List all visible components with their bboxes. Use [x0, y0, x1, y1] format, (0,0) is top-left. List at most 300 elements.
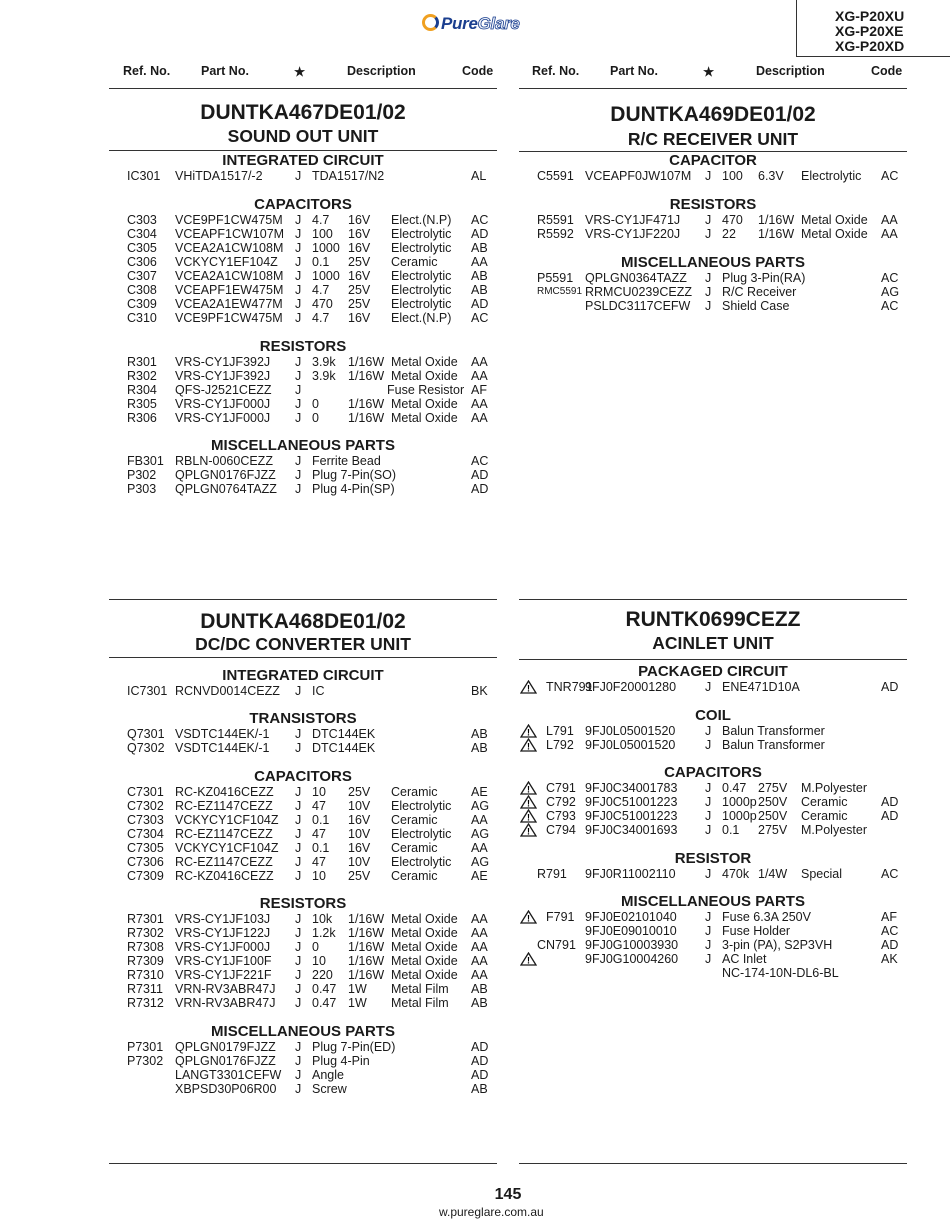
rating: 16V	[348, 213, 371, 227]
unit-subtitle: ACINLET UNIT	[652, 633, 774, 653]
rank-mark: J	[705, 285, 712, 299]
price-code: AC	[881, 867, 899, 881]
part-row	[109, 799, 497, 813]
part-row	[519, 738, 907, 752]
rank-mark: J	[295, 1082, 302, 1096]
value: 10	[312, 954, 326, 968]
part-no: RC-KZ0416CEZZ	[175, 785, 274, 799]
rank-mark: J	[295, 813, 302, 827]
price-code: AD	[471, 297, 489, 311]
model-xd: XG-P20XD	[835, 38, 905, 54]
description: Electrolytic	[391, 283, 452, 297]
price-code: BK	[471, 684, 488, 698]
part-no: VRN-RV3ABR47J	[175, 996, 276, 1010]
rank-mark: J	[295, 940, 302, 954]
rank-mark: J	[295, 954, 302, 968]
model-xu: XG-P20XU	[835, 8, 905, 24]
value: 0	[312, 411, 319, 425]
description: Electrolytic	[391, 799, 452, 813]
safety-warning-icon	[520, 952, 537, 966]
description: Elect.(N.P)	[391, 213, 452, 227]
model-number-box	[796, 0, 950, 57]
ref-no: C306	[127, 255, 157, 269]
ref-no: R7308	[127, 940, 164, 954]
ref-no: FB301	[127, 454, 164, 468]
price-code: AG	[471, 799, 490, 813]
value: 0.47	[312, 996, 337, 1010]
description: Ceramic	[391, 813, 438, 827]
part-no: 9FJ0C51001223	[585, 795, 678, 809]
price-code: AD	[471, 468, 489, 482]
ref-no: R306	[127, 411, 157, 425]
rating: 10V	[348, 799, 371, 813]
value: Fuse 6.3A 250V	[722, 910, 811, 924]
part-no: 9FJ0C51001223	[585, 809, 678, 823]
rating: 1W	[348, 982, 367, 996]
description: Metal Oxide	[391, 355, 458, 369]
rating: 1/16W	[758, 227, 795, 241]
rating: 1/16W	[348, 355, 385, 369]
rating: 1/16W	[348, 397, 385, 411]
value: 0.47	[722, 781, 747, 795]
ref-no: C791	[546, 781, 576, 795]
safety-warning-icon	[520, 823, 537, 837]
rating: 25V	[348, 785, 371, 799]
description: Ceramic	[801, 809, 848, 823]
value: 1.2k	[312, 926, 336, 940]
value: 10	[312, 869, 326, 883]
header-star: ★	[703, 65, 715, 79]
part-row	[109, 1054, 497, 1068]
rank-mark: J	[295, 213, 302, 227]
ref-no: C793	[546, 809, 576, 823]
rank-mark: J	[705, 938, 712, 952]
section-heading: CAPACITORS	[664, 764, 762, 781]
section-heading: MISCELLANEOUS PARTS	[211, 437, 395, 454]
part-no: VCEA2A1CW108M	[175, 269, 284, 283]
value: Plug 4-Pin(SP)	[312, 482, 395, 496]
ref-no: C310	[127, 311, 157, 325]
part-row	[109, 283, 497, 297]
part-no: QFS-J2521CEZZ	[175, 383, 272, 397]
description: Special	[801, 867, 842, 881]
description: Electrolytic	[391, 297, 452, 311]
price-code: AA	[471, 411, 488, 425]
price-code: AB	[471, 241, 488, 255]
ref-no: RMC5591	[537, 286, 583, 297]
rank-mark: J	[295, 283, 302, 297]
value: 470k	[722, 867, 750, 881]
part-no: VCEAPF1CW107M	[175, 227, 285, 241]
part-no: VHiTDA1517/-2	[175, 169, 263, 183]
part-row	[109, 369, 497, 383]
rank-mark: J	[295, 727, 302, 741]
section-heading: RESISTORS	[259, 895, 347, 912]
rank-mark: J	[705, 227, 712, 241]
section-heading: MISCELLANEOUS PARTS	[621, 254, 805, 271]
part-no: 9FJ0L05001520	[585, 724, 676, 738]
ref-no: C792	[546, 795, 576, 809]
price-code: AE	[471, 785, 488, 799]
model-xe: XG-P20XE	[835, 23, 904, 39]
part-row	[519, 952, 907, 966]
website-url: w.pureglare.com.au	[439, 1205, 544, 1219]
safety-warning-icon	[520, 795, 537, 809]
rank-mark: J	[295, 1068, 302, 1082]
unit-title-rule	[519, 659, 907, 660]
price-code: AB	[471, 283, 488, 297]
rank-mark: J	[705, 910, 712, 924]
section-heading: RESISTORS	[669, 196, 757, 213]
price-code: AG	[881, 285, 900, 299]
rating: 1W	[348, 996, 367, 1010]
price-code: AB	[471, 269, 488, 283]
rank-mark: J	[705, 299, 712, 313]
ref-no: C7302	[127, 799, 164, 813]
part-no: 9FJ0G10003930	[585, 938, 679, 952]
value: DTC144EK	[312, 741, 376, 755]
part-row	[109, 311, 497, 325]
rating: 275V	[758, 823, 788, 837]
ref-no: IC7301	[127, 684, 168, 698]
ref-no: R7310	[127, 968, 164, 982]
part-no: 9FJ0C34001783	[585, 781, 678, 795]
ref-no: C7304	[127, 827, 164, 841]
part-row	[109, 741, 497, 755]
value: Ferrite Bead	[312, 454, 381, 468]
ref-no: R7312	[127, 996, 164, 1010]
price-code: AG	[471, 855, 490, 869]
description: Metal Oxide	[391, 954, 458, 968]
value: 4.7	[312, 213, 330, 227]
price-code: AD	[471, 227, 489, 241]
description: Metal Oxide	[801, 213, 868, 227]
value: 0.1	[312, 255, 330, 269]
unit-title: DUNTKA469DE01/02	[610, 103, 816, 126]
part-row	[109, 869, 497, 883]
price-code: AF	[881, 910, 897, 924]
svg-text:!: !	[527, 913, 530, 924]
value: DTC144EK	[312, 727, 376, 741]
value: Plug 7-Pin(SO)	[312, 468, 397, 482]
ref-no: P7302	[127, 1054, 164, 1068]
safety-warning-icon	[520, 809, 537, 823]
pureglare-logo	[422, 14, 520, 34]
value: Plug 4-Pin	[312, 1054, 370, 1068]
safety-warning-icon	[520, 910, 537, 924]
safety-warning-icon	[520, 781, 537, 795]
section-heading: CAPACITORS	[254, 196, 352, 213]
value: 3.9k	[312, 369, 336, 383]
ref-no: P5591	[537, 271, 574, 285]
part-no: RCNVD0014CEZZ	[175, 684, 280, 698]
safety-warning-icon	[520, 724, 537, 738]
part-row	[519, 910, 907, 924]
part-row	[519, 823, 907, 837]
rating: 25V	[348, 255, 371, 269]
section-heading: INTEGRATED CIRCUIT	[222, 152, 384, 169]
part-row	[109, 813, 497, 827]
section-heading: INTEGRATED CIRCUIT	[222, 667, 384, 684]
part-row	[519, 299, 907, 313]
part-no: RC-EZ1147CEZZ	[175, 827, 273, 841]
value: 1000p	[722, 809, 757, 823]
price-code: AA	[471, 397, 488, 411]
price-code: AE	[471, 869, 488, 883]
part-row	[519, 924, 907, 938]
ref-no: C308	[127, 283, 157, 297]
section-heading: MISCELLANEOUS PARTS	[211, 1023, 395, 1040]
part-row	[109, 227, 497, 241]
price-code: AA	[471, 355, 488, 369]
part-row	[109, 684, 497, 698]
part-row	[519, 227, 907, 241]
part-row	[109, 213, 497, 227]
price-code: AB	[471, 982, 488, 996]
value: 0.1	[312, 813, 330, 827]
rating: 16V	[348, 311, 371, 325]
description: Electrolytic	[801, 169, 862, 183]
rank-mark: J	[295, 241, 302, 255]
header-description: Description	[756, 64, 825, 78]
value: NC-174-10N-DL6-BL	[722, 966, 839, 980]
rank-mark: J	[705, 795, 712, 809]
part-no: VRS-CY1JF000J	[175, 411, 271, 425]
part-row	[109, 454, 497, 468]
rating: 1/16W	[348, 926, 385, 940]
description: Metal Oxide	[391, 411, 458, 425]
header-description: Description	[347, 64, 416, 78]
part-row	[109, 482, 497, 496]
svg-text:!: !	[527, 826, 530, 837]
ref-no: C5591	[537, 169, 574, 183]
svg-text:!: !	[527, 812, 530, 823]
rank-mark: J	[705, 952, 712, 966]
rating: 1/16W	[758, 213, 795, 227]
rank-mark: J	[705, 823, 712, 837]
part-row	[519, 680, 907, 694]
price-code: AD	[471, 1040, 489, 1054]
ref-no: L792	[546, 738, 574, 752]
rating: 1/16W	[348, 912, 385, 926]
part-no: QPLGN0764TAZZ	[175, 482, 277, 496]
price-code: AC	[471, 213, 489, 227]
rank-mark: J	[705, 738, 712, 752]
value: Plug 7-Pin(ED)	[312, 1040, 396, 1054]
part-row	[109, 785, 497, 799]
part-row	[109, 926, 497, 940]
rating: 1/16W	[348, 954, 385, 968]
rank-mark: J	[295, 411, 302, 425]
part-no: RC-KZ0416CEZZ	[175, 869, 274, 883]
part-no: 9FJ0E02101040	[585, 910, 677, 924]
part-no: VCKYCY1CF104Z	[175, 841, 279, 855]
ref-no: P7301	[127, 1040, 164, 1054]
value: 100	[312, 227, 333, 241]
description: M.Polyester	[801, 781, 867, 795]
ref-no: TNR791	[546, 680, 593, 694]
value: 47	[312, 799, 326, 813]
ref-no: R305	[127, 397, 157, 411]
part-row	[109, 169, 497, 183]
description: Metal Oxide	[391, 926, 458, 940]
value: 0	[312, 397, 319, 411]
part-row	[109, 383, 497, 397]
price-code: AA	[881, 213, 898, 227]
value: 4.7	[312, 311, 330, 325]
header-ref-no: Ref. No.	[532, 64, 580, 78]
rating: 16V	[348, 241, 371, 255]
part-no: VCEAPF1EW475M	[175, 283, 284, 297]
part-no: VSDTC144EK/-1	[175, 727, 270, 741]
value: 3.9k	[312, 355, 336, 369]
ref-no: C305	[127, 241, 157, 255]
price-code: AC	[881, 169, 899, 183]
price-code: AC	[471, 311, 489, 325]
price-code: AD	[881, 809, 899, 823]
value: Balun Transformer	[722, 738, 825, 752]
price-code: AD	[471, 1054, 489, 1068]
rank-mark: J	[705, 213, 712, 227]
svg-text:!: !	[527, 683, 530, 694]
description: Metal Oxide	[391, 912, 458, 926]
section-heading: MISCELLANEOUS PARTS	[621, 893, 805, 910]
ref-no: P303	[127, 482, 157, 496]
ref-no: R301	[127, 355, 157, 369]
ref-no: R5592	[537, 227, 574, 241]
part-row	[109, 297, 497, 311]
ref-no: C7309	[127, 869, 164, 883]
ref-no: C7301	[127, 785, 164, 799]
rating: 16V	[348, 269, 371, 283]
ref-no: C794	[546, 823, 576, 837]
rank-mark: J	[295, 482, 302, 496]
rank-mark: J	[295, 355, 302, 369]
part-no: LANGT3301CEFW	[175, 1068, 282, 1082]
rating: 6.3V	[758, 169, 784, 183]
value: 1000	[312, 241, 340, 255]
part-no: VRS-CY1JF471J	[585, 213, 681, 227]
value: 0.1	[312, 841, 330, 855]
ref-no: C7306	[127, 855, 164, 869]
rank-mark: J	[295, 369, 302, 383]
rank-mark: J	[295, 297, 302, 311]
description: Electrolytic	[391, 827, 452, 841]
rank-mark: J	[295, 169, 302, 183]
description: Electrolytic	[391, 241, 452, 255]
part-row	[519, 285, 907, 299]
part-no: VCKYCY1CF104Z	[175, 813, 279, 827]
part-no: VCEA2A1CW108M	[175, 241, 284, 255]
part-row	[109, 355, 497, 369]
section-heading: CAPACITORS	[254, 768, 352, 785]
price-code: AD	[471, 1068, 489, 1082]
value: 0	[312, 940, 319, 954]
part-row	[109, 1082, 497, 1096]
description: Elect.(N.P)	[391, 311, 452, 325]
rank-mark: J	[705, 724, 712, 738]
unit-top-rule	[519, 599, 907, 600]
rank-mark: J	[295, 912, 302, 926]
rank-mark: J	[295, 855, 302, 869]
rating: 25V	[348, 869, 371, 883]
part-no: VRS-CY1JF000J	[175, 397, 271, 411]
rank-mark: J	[295, 454, 302, 468]
value: 100	[722, 169, 743, 183]
part-no: QPLGN0364TAZZ	[585, 271, 687, 285]
unit-subtitle: R/C RECEIVER UNIT	[627, 129, 799, 149]
part-no: 9FJ0L05001520	[585, 738, 676, 752]
part-row	[519, 169, 907, 183]
rating: 250V	[758, 795, 788, 809]
unit-title: RUNTK0699CEZZ	[625, 608, 801, 631]
section-heading: RESISTORS	[259, 338, 347, 355]
safety-warning-icon	[520, 738, 537, 752]
ref-no: Q7302	[127, 741, 165, 755]
section-heading: RESISTOR	[674, 850, 752, 867]
rating: 16V	[348, 841, 371, 855]
part-row	[519, 724, 907, 738]
price-code: AD	[881, 938, 899, 952]
value: 470	[722, 213, 743, 227]
ref-no: C303	[127, 213, 157, 227]
ref-no: R7311	[127, 982, 163, 996]
svg-text:!: !	[527, 798, 530, 809]
part-row	[109, 841, 497, 855]
rank-mark: J	[295, 311, 302, 325]
header-part-no: Part No.	[201, 64, 249, 78]
price-code: AA	[471, 926, 488, 940]
price-code: AD	[881, 680, 899, 694]
description: Metal Oxide	[391, 397, 458, 411]
ref-no: P302	[127, 468, 157, 482]
part-no: RC-EZ1147CEZZ	[175, 799, 273, 813]
description: Ceramic	[391, 255, 438, 269]
part-no: VRN-RV3ABR47J	[175, 982, 276, 996]
part-no: VSDTC144EK/-1	[175, 741, 270, 755]
part-row	[519, 271, 907, 285]
rank-mark: J	[705, 781, 712, 795]
part-row	[109, 397, 497, 411]
part-row	[109, 1068, 497, 1082]
part-row	[109, 269, 497, 283]
part-row	[109, 255, 497, 269]
description: M.Polyester	[801, 823, 867, 837]
rank-mark: J	[705, 169, 712, 183]
part-row	[519, 867, 907, 881]
value: Shield Case	[722, 299, 790, 313]
rank-mark: J	[295, 996, 302, 1010]
value: Plug 3-Pin(RA)	[722, 271, 806, 285]
value: 0.47	[312, 982, 337, 996]
price-code: AG	[471, 827, 490, 841]
ref-no: C309	[127, 297, 157, 311]
section-heading: CAPACITOR	[669, 152, 757, 169]
rank-mark: J	[295, 468, 302, 482]
footer-rule-left	[109, 1163, 497, 1164]
part-row	[109, 468, 497, 482]
value: 22	[722, 227, 736, 241]
rank-mark: J	[295, 397, 302, 411]
price-code: AA	[471, 369, 488, 383]
price-code: AA	[471, 954, 488, 968]
ref-no: R791	[537, 867, 567, 881]
value: 470	[312, 297, 333, 311]
part-row	[109, 855, 497, 869]
price-code: AB	[471, 741, 488, 755]
price-code: AA	[471, 841, 488, 855]
ref-no: Q7301	[127, 727, 165, 741]
